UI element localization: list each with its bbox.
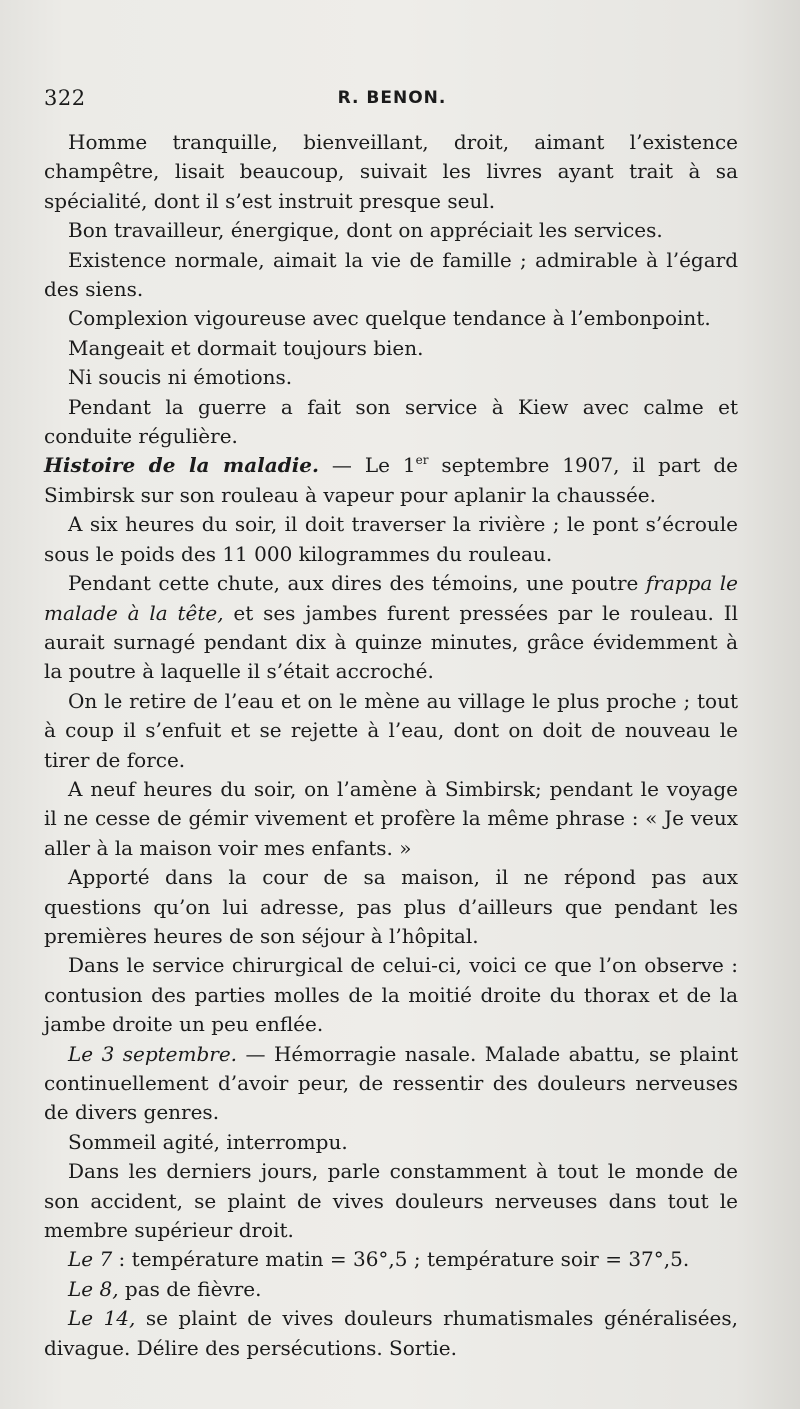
paragraph: Dans les derniers jours, parle constamment à tout le monde de son accident, se plaint de vives douleurs nerveuses dans tout le membre supérieur droit. (44, 1159, 738, 1243)
paragraph: Existence normale, aimait la vie de famille ; admirable à l’égard des siens. (44, 247, 738, 302)
body-text (44, 128, 738, 1363)
paragraph: Apporté dans la cour de sa maison, il ne répond pas aux questions qu’on lui adresse, pas plus d’ailleurs que pendant les premières heures de son séjour à l’hôpital. (44, 865, 738, 948)
paragraph (44, 1304, 738, 1363)
page-header (44, 86, 740, 120)
paragraph: Pendant la guerre a fait son service à Kiew avec calme et conduite régulière. (44, 394, 738, 449)
paragraph: Bon travailleur, énergique, dont on appréciait les services. (68, 218, 663, 243)
paragraph-text: — Le 1 (318, 453, 416, 478)
paragraph: A neuf heures du soir, on l’amène à Simbirsk; pendant le voyage il ne cesse de gémir vivement et profère la même phrase : « Je veux aller à la maison voir mes enfants. » (44, 776, 738, 860)
superscript: er (415, 452, 429, 467)
date-label: Le 3 septembre. (68, 1041, 238, 1066)
paragraph-text: et ses jambes furent pressées par le rouleau. Il aurait surnagé pendant dix à quinze minutes, grâce évidemment à la poutre à laquelle il s’était accroché. (44, 600, 738, 684)
paragraph-text: septembre 1907, il part de Simbirsk sur son rouleau à vapeur pour aplanir la chaussée. (44, 453, 738, 507)
running-head: R. BENON. (337, 88, 447, 108)
paragraph: Dans le service chirurgical de celui-ci, voici ce que l’on observe : contusion des parties molles de la moitié droite du thorax et de la jambe droite un peu enflée. (44, 953, 738, 1037)
paragraph-text: — Hémorragie nasale. Malade abattu, se plaint continuellement d’avoir peur, de ressentir des douleurs nerveuses de divers genres. (44, 1041, 738, 1125)
paragraph: Ni soucis ni émotions. (68, 365, 293, 390)
date-label: Le 14, (68, 1306, 136, 1331)
paragraph: Mangeait et dormait toujours bien. (68, 335, 424, 360)
paragraph: Complexion vigoureuse avec quelque tendance à l’embonpoint. (68, 306, 711, 331)
paragraph (44, 1040, 738, 1128)
paragraph-text: : température matin = 36°,5 ; température soir = 37°,5. (112, 1247, 690, 1272)
italic-text: frappa le malade à la tête, (44, 571, 738, 625)
paragraph (44, 569, 738, 687)
section-paragraph (44, 451, 738, 510)
paragraph: On le retire de l’eau et on le mène au village le plus proche ; tout à coup il s’enfuit et se rejette à l’eau, dont on doit de nouveau le tirer de force. (44, 688, 738, 772)
section-title: Histoire de la maladie. (44, 453, 319, 478)
paragraph-text: se plaint de vives douleurs rhumatismales généralisées, divague. Délire des persécutions. Sortie. (44, 1306, 739, 1360)
paragraph-text: pas de fièvre. (118, 1276, 262, 1301)
paragraph (44, 1245, 738, 1274)
page-number: 322 (44, 86, 86, 110)
paragraph: Sommeil agité, interrompu. (68, 1129, 348, 1154)
paragraph: A six heures du soir, il doit traverser la rivière ; le pont s’écroule sous le poids des 11 000 kilogrammes du rouleau. (44, 512, 738, 566)
paragraph (44, 1275, 738, 1304)
date-label: Le 8, (68, 1276, 119, 1301)
date-label: Le 7 (68, 1247, 113, 1272)
paragraph: Homme tranquille, bienveillant, droit, aimant l’existence champêtre, lisait beaucoup, suivait les livres ayant trait à sa spécialité, dont il s’est instruit presque seul. (44, 130, 738, 213)
paragraph-text: Pendant cette chute, aux dires des témoins, une poutre (68, 571, 646, 596)
